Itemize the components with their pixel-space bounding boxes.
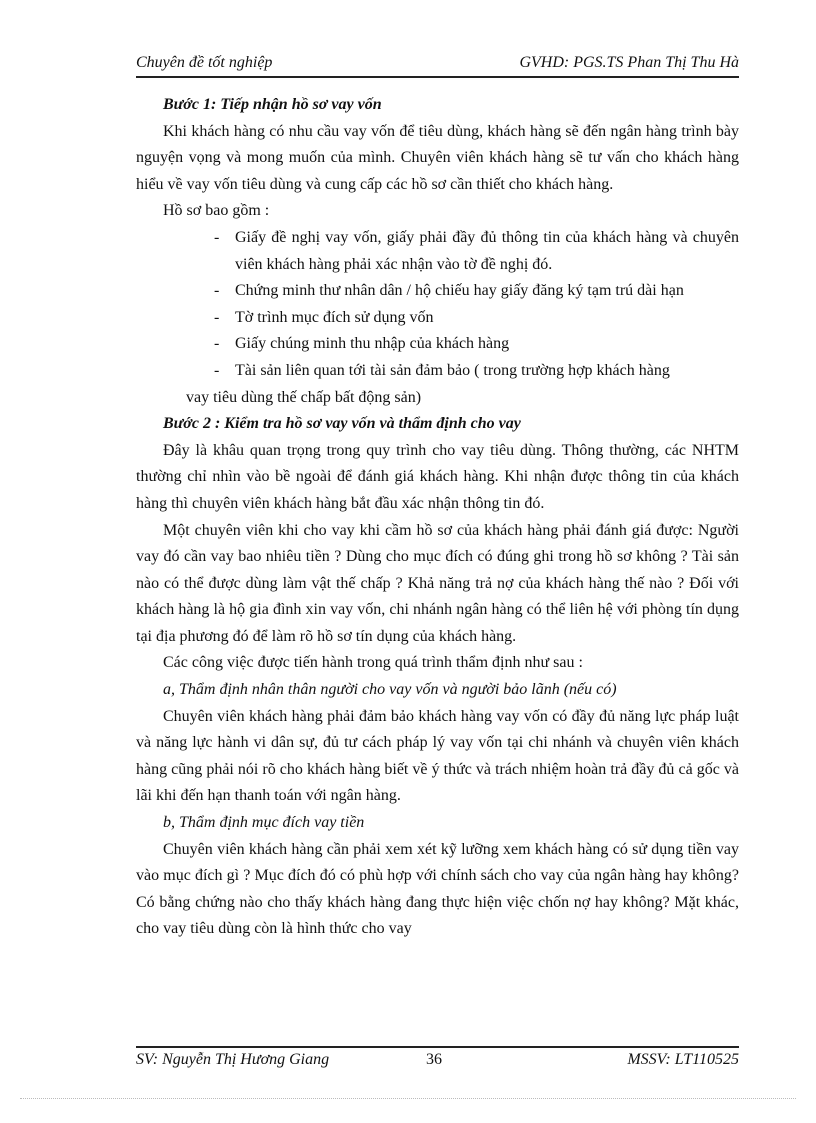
page-footer [136,1046,739,1074]
step-1-heading: Bước 1: Tiếp nhận hồ sơ vay vốn [163,96,382,113]
list-item [136,278,739,305]
page-number: 36 [426,1051,442,1068]
list-bullet: - [214,361,220,379]
paragraph: Đây là khâu quan trọng trong quy trình cho vay tiêu dùng. Thông thường, các NHTM thường chỉ nhìn vào bề ngoài để đánh giá khách hàng. Khi nhận được thông tin của khách hàng thì chuyên viên khách hàng bắt đầu xác nhận thông tin đó. [136,441,739,512]
list-item [136,358,739,385]
header-topic: Chuyên đề tốt nghiệp [136,54,273,71]
page-header [136,52,739,78]
subheading-a: a, Thẩm định nhân thân người cho vay vốn và người bảo lãnh (nếu có) [163,681,617,699]
footer-student: SV: Nguyễn Thị Hương Giang [136,1051,330,1068]
page-content [136,92,739,943]
list-item-text: Giấy chúng minh thu nhập của khách hàng [235,335,510,353]
page-bottom-divider [20,1098,796,1099]
paragraph: Một chuyên viên khi cho vay khi cầm hồ sơ của khách hàng phải đánh giá được: Người vay đó cần vay bao nhiêu tiền ? Dùng cho mục đích có đúng ghi trong hồ sơ không ? Tài sản nào có thể được dùng làm vật thế chấp ? Khả năng trả nợ của khách hàng thế nào ? Đối với khách hàng là hộ gia đình xin vay vốn, chi nhánh ngân hàng có thể liên hệ với phòng tín dụng tại địa phương đó để làm rõ hồ sơ tín dụng của khách hàng. [136,521,739,645]
list-item-text: Giấy đề nghị vay vốn, giấy phải đầy đủ thông tin của khách hàng và chuyên viên khách hàng phải xác nhận vào tờ đề nghị đó. [235,228,739,273]
list-item-text: Tờ trình mục đích sử dụng vốn [235,308,434,326]
list-item [136,305,739,332]
list-bullet: - [214,308,220,326]
documents-intro: Hồ sơ bao gồm : [163,202,270,220]
list-bullet: - [214,228,220,246]
paragraph: Chuyên viên khách hàng phải đảm bảo khách hàng vay vốn có đầy đủ năng lực pháp luật và năng lực hành vi dân sự, đủ tư cách pháp lý vay vốn tại chi nhánh và chuyên viên khách hàng cũng phải nói rõ cho khách hàng biết về ý thức và trách nhiệm hoàn trả đầy đủ cả gốc và lãi khi đến hạn thanh toán với ngân hàng. [136,707,739,805]
header-supervisor: GVHD: PGS.TS Phan Thị Thu Hà [519,54,739,71]
subheading-b: b, Thẩm định mục đích vay tiền [163,814,365,832]
step-2-heading: Bước 2 : Kiểm tra hồ sơ vay vốn và thẩm định cho vay [163,415,521,433]
paragraph: Khi khách hàng có nhu cầu vay vốn để tiêu dùng, khách hàng sẽ đến ngân hàng trình bày nguyện vọng và mong muốn của mình. Chuyên viên khách hàng sẽ tư vấn cho khách hàng hiểu về vay vốn tiêu dùng và cung cấp các hồ sơ cần thiết cho khách hàng. [136,122,739,193]
footer-student-id: MSSV: LT110525 [627,1051,739,1068]
paragraph: Các công việc được tiến hành trong quá trình thẩm định như sau : [163,654,583,672]
list-item [136,225,739,278]
list-item [136,331,739,358]
paragraph: Chuyên viên khách hàng cần phải xem xét kỹ lưỡng xem khách hàng có sử dụng tiền vay vào mục đích gì ? Mục đích đó có phù hợp với chính sách cho vay của ngân hàng hay không? Có bằng chứng nào cho thấy khách hàng đang thực hiện việc chốn nợ hay không? Mặt khác, cho vay tiêu dùng còn là hình thức cho vay [136,840,739,938]
list-bullet: - [214,282,220,300]
list-item-text: Chứng minh thư nhân dân / hộ chiếu hay giấy đăng ký tạm trú dài hạn [235,282,684,300]
list-item-text: Tài sản liên quan tới tài sản đảm bảo ( trong trường hợp khách hàng [235,361,670,379]
list-item-continuation: vay tiêu dùng thế chấp bất động sản) [186,388,422,406]
list-bullet: - [214,335,220,353]
